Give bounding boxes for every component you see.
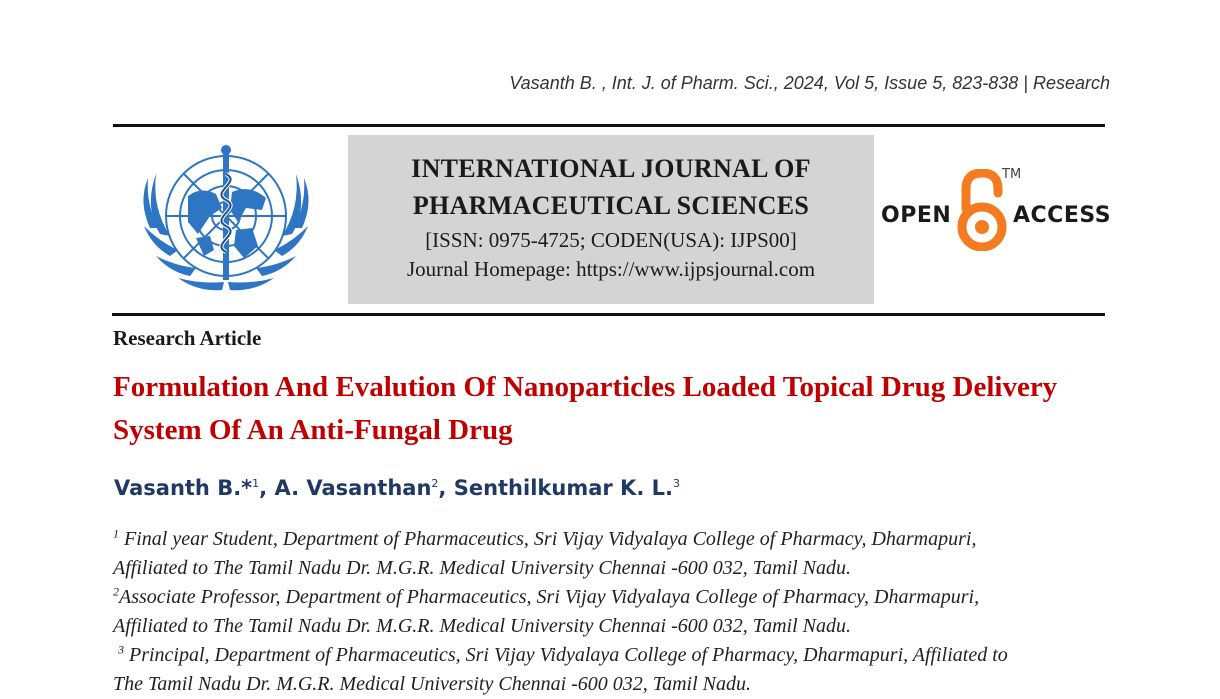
article-title: Formulation And Evalution Of Nanoparticles Loaded Topical Drug Delivery System Of An Anti-Fungal Drug [113,371,1058,446]
header-bottom-rule [112,313,1105,316]
affiliation-line: $^1$ Final year Student, Department of Pharmaceutics, Sri Vijay Vidyalaya College of Pharmacy, Dharmapuri, [113,526,977,550]
affiliation-line: $^2$Associate Professor, Department of Pharmaceutics, Sri Vijay Vidyalaya College of Pharmacy, Dharmapuri, [113,584,980,608]
trademark-mark: TM [1002,167,1022,182]
affiliations [113,525,1113,699]
journal-banner [348,135,874,304]
author-list: Vasanth B.*$^1$, A. Vasanthan$^2$, Senthilkumar K. L.$^3$ [114,476,680,500]
header-top-rule [113,124,1105,127]
article-type: Research Article [113,326,262,350]
journal-title [348,150,874,224]
author[interactable]: Senthilkumar K. L.$^3$ [453,476,680,500]
running-head: Vasanth B. , Int. J. of Pharm. Sci., 2024, Vol 5, Issue 5, 823-838 | Research [509,73,1110,93]
journal-homepage: Journal Homepage: https://www.ijpsjournal.com [406,257,816,281]
journal-issn: [ISSN: 0975-4725; CODEN(USA): IJPS00] [425,228,797,252]
journal-title-line1: INTERNATIONAL JOURNAL OF [411,154,811,183]
author[interactable]: A. Vasanthan$^2$ [274,476,439,500]
affiliation-line: Affiliated to The Tamil Nadu Dr. M.G.R. Medical University Chennai -600 032, Tamil Nadu. [113,615,851,637]
journal-title-line2: PHARMACEUTICAL SCIENCES [412,191,810,220]
affiliation-line: $^3$ Principal, Department of Pharmaceutics, Sri Vijay Vidyalaya College of Pharmacy, Dharmapuri, Affiliated to [118,642,1008,666]
open-access-access-text: ACCESS [1013,203,1112,228]
affiliation-line: Affiliated to The Tamil Nadu Dr. M.G.R. Medical University Chennai -600 032, Tamil Nadu. [113,557,851,579]
who-emblem-icon [126,138,326,306]
affiliation-line: The Tamil Nadu Dr. M.G.R. Medical University Chennai -600 032, Tamil Nadu. [113,673,751,695]
author[interactable]: Vasanth B.*$^1$ [114,476,260,500]
open-access-logo [880,167,1112,251]
open-access-open-text: OPEN [881,203,952,228]
